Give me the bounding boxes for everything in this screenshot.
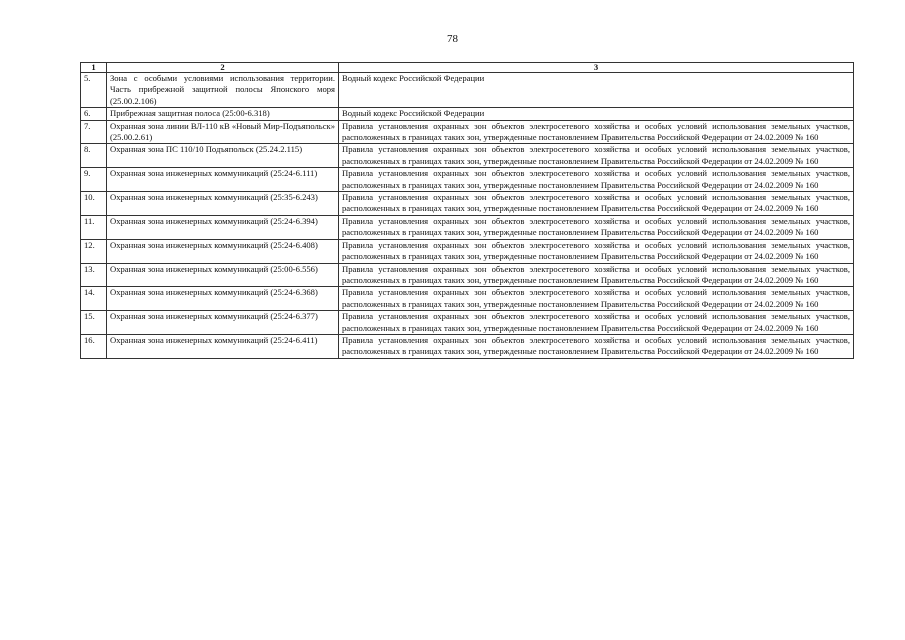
zones-table: [80, 62, 854, 359]
row-number: 11.: [81, 215, 107, 239]
table-row: [81, 120, 854, 144]
table-row: [81, 108, 854, 120]
regulation-reference: Правила установления охранных зон объектов электросетевого хозяйства и особых условий использования земельных участков, расположенных в границах таких зон, утвержденные постановлением Правительства Российской Федерации от 24.02.2009 № 160: [339, 239, 854, 263]
zone-name: Охранная зона инженерных коммуникаций (25:24-6.394): [107, 215, 339, 239]
regulation-reference: Правила установления охранных зон объектов электросетевого хозяйства и особых условий использования земельных участков, расположенных в границах таких зон, утвержденные постановлением Правительства Российской Федерации от 24.02.2009 № 160: [339, 144, 854, 168]
table-row: [81, 144, 854, 168]
table-row: [81, 239, 854, 263]
row-number: 6.: [81, 108, 107, 120]
row-number: 12.: [81, 239, 107, 263]
regulation-reference: Правила установления охранных зон объектов электросетевого хозяйства и особых условий использования земельных участков, расположенных в границах таких зон, утвержденные постановлением Правительства Российской Федерации от 24.02.2009 № 160: [339, 263, 854, 287]
table-row: [81, 311, 854, 335]
row-number: 13.: [81, 263, 107, 287]
regulation-reference: Правила установления охранных зон объектов электросетевого хозяйства и особых условий использования земельных участков, расположенных в границах таких зон, утвержденные постановлением Правительства Российской Федерации от 24.02.2009 № 160: [339, 287, 854, 311]
row-number: 8.: [81, 144, 107, 168]
row-number: 9.: [81, 168, 107, 192]
zone-name: Охранная зона ПС 110/10 Подъяпольск (25.24.2.115): [107, 144, 339, 168]
table-body: [81, 73, 854, 359]
regulation-reference: Правила установления охранных зон объектов электросетевого хозяйства и особых условий использования земельных участков, расположенных в границах таких зон, утвержденные постановлением Правительства Российской Федерации от 24.02.2009 № 160: [339, 168, 854, 192]
regulation-reference: Правила установления охранных зон объектов электросетевого хозяйства и особых условий использования земельных участков, расположенных в границах таких зон, утвержденные постановлением Правительства Российской Федерации от 24.02.2009 № 160: [339, 192, 854, 216]
regulation-reference: Водный кодекс Российской Федерации: [339, 108, 854, 120]
table-header-row: [81, 63, 854, 73]
zone-name: Охранная зона инженерных коммуникаций (25:24-6.411): [107, 334, 339, 358]
table-row: [81, 168, 854, 192]
page-number: 78: [447, 33, 458, 45]
regulation-reference: Правила установления охранных зон объектов электросетевого хозяйства и особых условий использования земельных участков, расположенных в границах таких зон, утвержденные постановлением Правительства Российской Федерации от 24.02.2009 № 160: [339, 311, 854, 335]
zone-name: Прибрежная защитная полоса (25:00-6.318): [107, 108, 339, 120]
column-header-1: 1: [81, 63, 107, 73]
zone-name: Охранная зона линии ВЛ-110 кВ «Новый Мир-Подъяпольск» (25.00.2.61): [107, 120, 339, 144]
zone-name: Зона с особыми условиями использования территории. Часть прибрежной защитной полосы Японского моря (25.00.2.106): [107, 73, 339, 108]
regulation-reference: Правила установления охранных зон объектов электросетевого хозяйства и особых условий использования земельных участков, расположенных в границах таких зон, утвержденные постановлением Правительства Российской Федерации от 24.02.2009 № 160: [339, 120, 854, 144]
regulation-reference: Правила установления охранных зон объектов электросетевого хозяйства и особых условий использования земельных участков, расположенных в границах таких зон, утвержденные постановлением Правительства Российской Федерации от 24.02.2009 № 160: [339, 215, 854, 239]
zone-name: Охранная зона инженерных коммуникаций (25:24-6.111): [107, 168, 339, 192]
table-row: [81, 287, 854, 311]
table-row: [81, 263, 854, 287]
row-number: 16.: [81, 334, 107, 358]
row-number: 10.: [81, 192, 107, 216]
zone-name: Охранная зона инженерных коммуникаций (25:24-6.368): [107, 287, 339, 311]
table-row: [81, 73, 854, 108]
row-number: 15.: [81, 311, 107, 335]
zone-name: Охранная зона инженерных коммуникаций (25:24-6.408): [107, 239, 339, 263]
zone-name: Охранная зона инженерных коммуникаций (25:24-6.377): [107, 311, 339, 335]
table-row: [81, 334, 854, 358]
row-number: 7.: [81, 120, 107, 144]
table-row: [81, 192, 854, 216]
regulation-reference: Водный кодекс Российской Федерации: [339, 73, 854, 108]
column-header-3: 3: [339, 63, 854, 73]
row-number: 14.: [81, 287, 107, 311]
row-number: 5.: [81, 73, 107, 108]
table-row: [81, 215, 854, 239]
zone-name: Охранная зона инженерных коммуникаций (25:00-6.556): [107, 263, 339, 287]
column-header-2: 2: [107, 63, 339, 73]
zone-name: Охранная зона инженерных коммуникаций (25:35-6.243): [107, 192, 339, 216]
regulation-reference: Правила установления охранных зон объектов электросетевого хозяйства и особых условий использования земельных участков, расположенных в границах таких зон, утвержденные постановлением Правительства Российской Федерации от 24.02.2009 № 160: [339, 334, 854, 358]
